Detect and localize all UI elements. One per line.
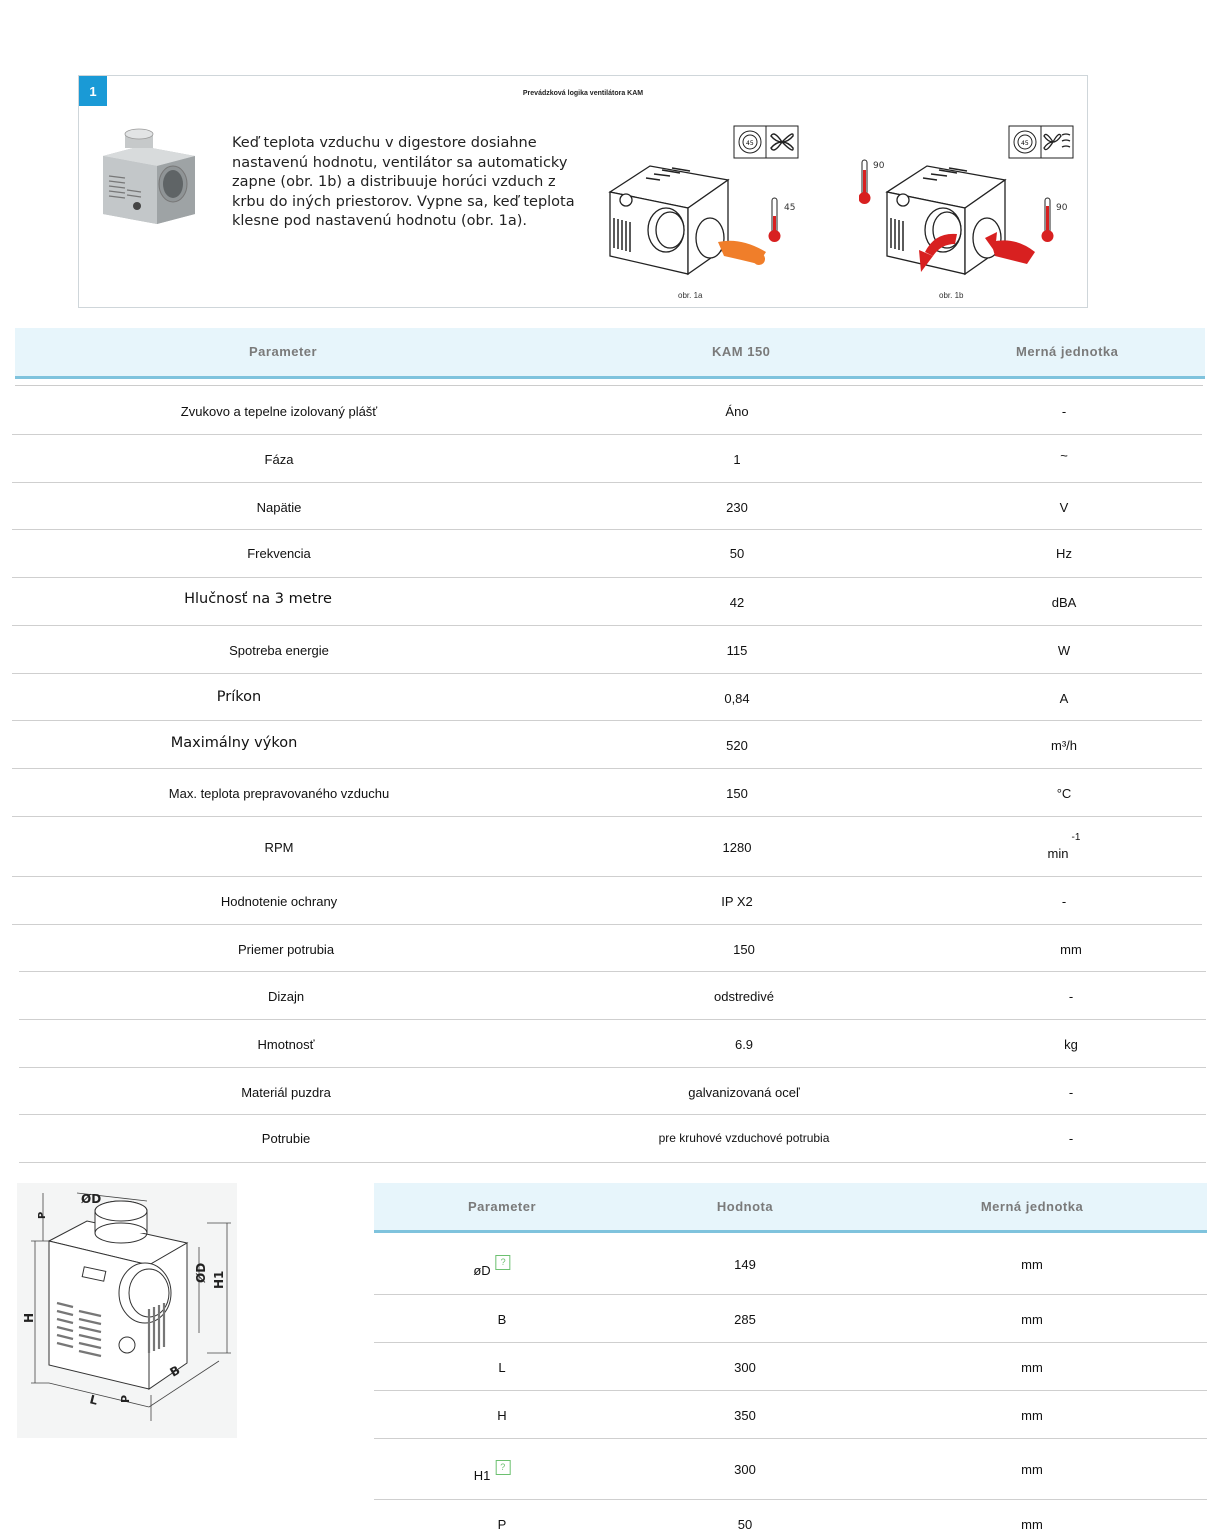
help-icon[interactable]: ?	[495, 1460, 510, 1475]
table-row: Frekvencia 50 Hz	[12, 529, 1202, 578]
table-row: Dizajn odstredivé -	[19, 971, 1206, 1020]
header-unit: Merná jednotka	[1016, 344, 1119, 359]
table-row: P 50 mm	[497, 1517, 1043, 1532]
header-model: KAM 150	[712, 344, 771, 359]
svg-text:obr. 1a: obr. 1a	[678, 291, 703, 300]
fan-box-drawing	[610, 166, 728, 274]
operation-logic-card	[78, 75, 1088, 308]
table-row: Maximálny výkon 520 m³/h	[12, 720, 1202, 769]
table-row: Príkon 0,84 A	[12, 673, 1202, 721]
table-row: H1? 300 mm	[374, 1438, 1207, 1500]
svg-text:B: B	[167, 1362, 183, 1380]
header-value: Hodnota	[716, 1199, 774, 1214]
table-row: Priemer potrubia 150 mm	[19, 924, 1206, 972]
table-row: Hodnotenie ochrany IP X2 -	[12, 876, 1202, 925]
help-icon[interactable]: ?	[496, 1255, 511, 1270]
svg-text:90: 90	[873, 161, 885, 171]
table-row: B 285 mm	[374, 1294, 1207, 1343]
svg-text:90: 90	[1056, 203, 1068, 213]
table-row: L 300 mm	[374, 1342, 1207, 1391]
svg-text:ØD: ØD	[194, 1262, 208, 1283]
table-row: RPM 1280 min -1	[12, 816, 1202, 877]
table-row: Potrubie pre kruhové vzduchové potrubia -	[19, 1114, 1206, 1163]
svg-text:45: 45	[746, 140, 754, 147]
svg-text:P: P	[119, 1394, 132, 1403]
table-row: H 350 mm	[374, 1390, 1207, 1439]
table-row: øD? 149 mm	[374, 1233, 1207, 1295]
svg-text:H1: H1	[212, 1270, 226, 1289]
thermometer-right-icon	[1042, 198, 1054, 242]
header-parameter: Parameter	[249, 344, 318, 359]
svg-text:L: L	[88, 1392, 100, 1408]
thermometer-icon	[769, 198, 781, 242]
controller-off-icon	[734, 126, 798, 158]
svg-text:45: 45	[1021, 140, 1029, 147]
svg-text:ØD: ØD	[81, 1192, 102, 1206]
dimension-drawing	[17, 1183, 237, 1438]
table-row: Zvukovo a tepelne izolovaný plášť Áno -	[12, 386, 1202, 435]
svg-text:H: H	[22, 1312, 36, 1323]
svg-text:45: 45	[784, 203, 796, 213]
svg-text:P: P	[37, 1211, 48, 1219]
diagram-fan-off	[606, 122, 821, 302]
table-row: Fáza 1 ~	[12, 434, 1202, 483]
spec-table-header	[15, 328, 1205, 379]
dimension-table-header	[374, 1183, 1207, 1233]
header-unit: Merná jednotka	[980, 1199, 1084, 1214]
header-parameter: Parameter	[467, 1199, 537, 1214]
table-row: Max. teplota prepravovaného vzduchu 150 °C	[12, 768, 1202, 817]
table-row: Spotreba energie 115 W	[12, 625, 1202, 674]
diagram-fan-on	[859, 122, 1074, 302]
figure-number-badge: 1	[79, 76, 107, 106]
fan-product-image	[97, 126, 199, 224]
table-row: Materiál puzdra galvanizovaná oceľ -	[19, 1067, 1206, 1115]
thermometer-left-icon	[859, 160, 871, 204]
table-row: Hlučnosť na 3 metre 42 dBA	[12, 577, 1202, 626]
controller-on-icon	[1009, 126, 1073, 158]
svg-text:obr. 1b: obr. 1b	[939, 291, 964, 300]
operation-description: Keď teplota vzduchu v digestore dosiahne nastavenú hodnotu, ventilátor sa automaticky zapne (obr. 1b) a distribuuje horúci vzduch z krbu do iných priestorov. Vypne sa, keď teplota klesne pod nastavenú hodnotu (obr. 1a).	[232, 135, 575, 229]
table-row: Napätie 230 V	[12, 482, 1202, 530]
table-row: Hmotnosť 6.9 kg	[19, 1019, 1206, 1068]
card-title: Prevádzková logika ventilátora KAM	[522, 90, 644, 97]
